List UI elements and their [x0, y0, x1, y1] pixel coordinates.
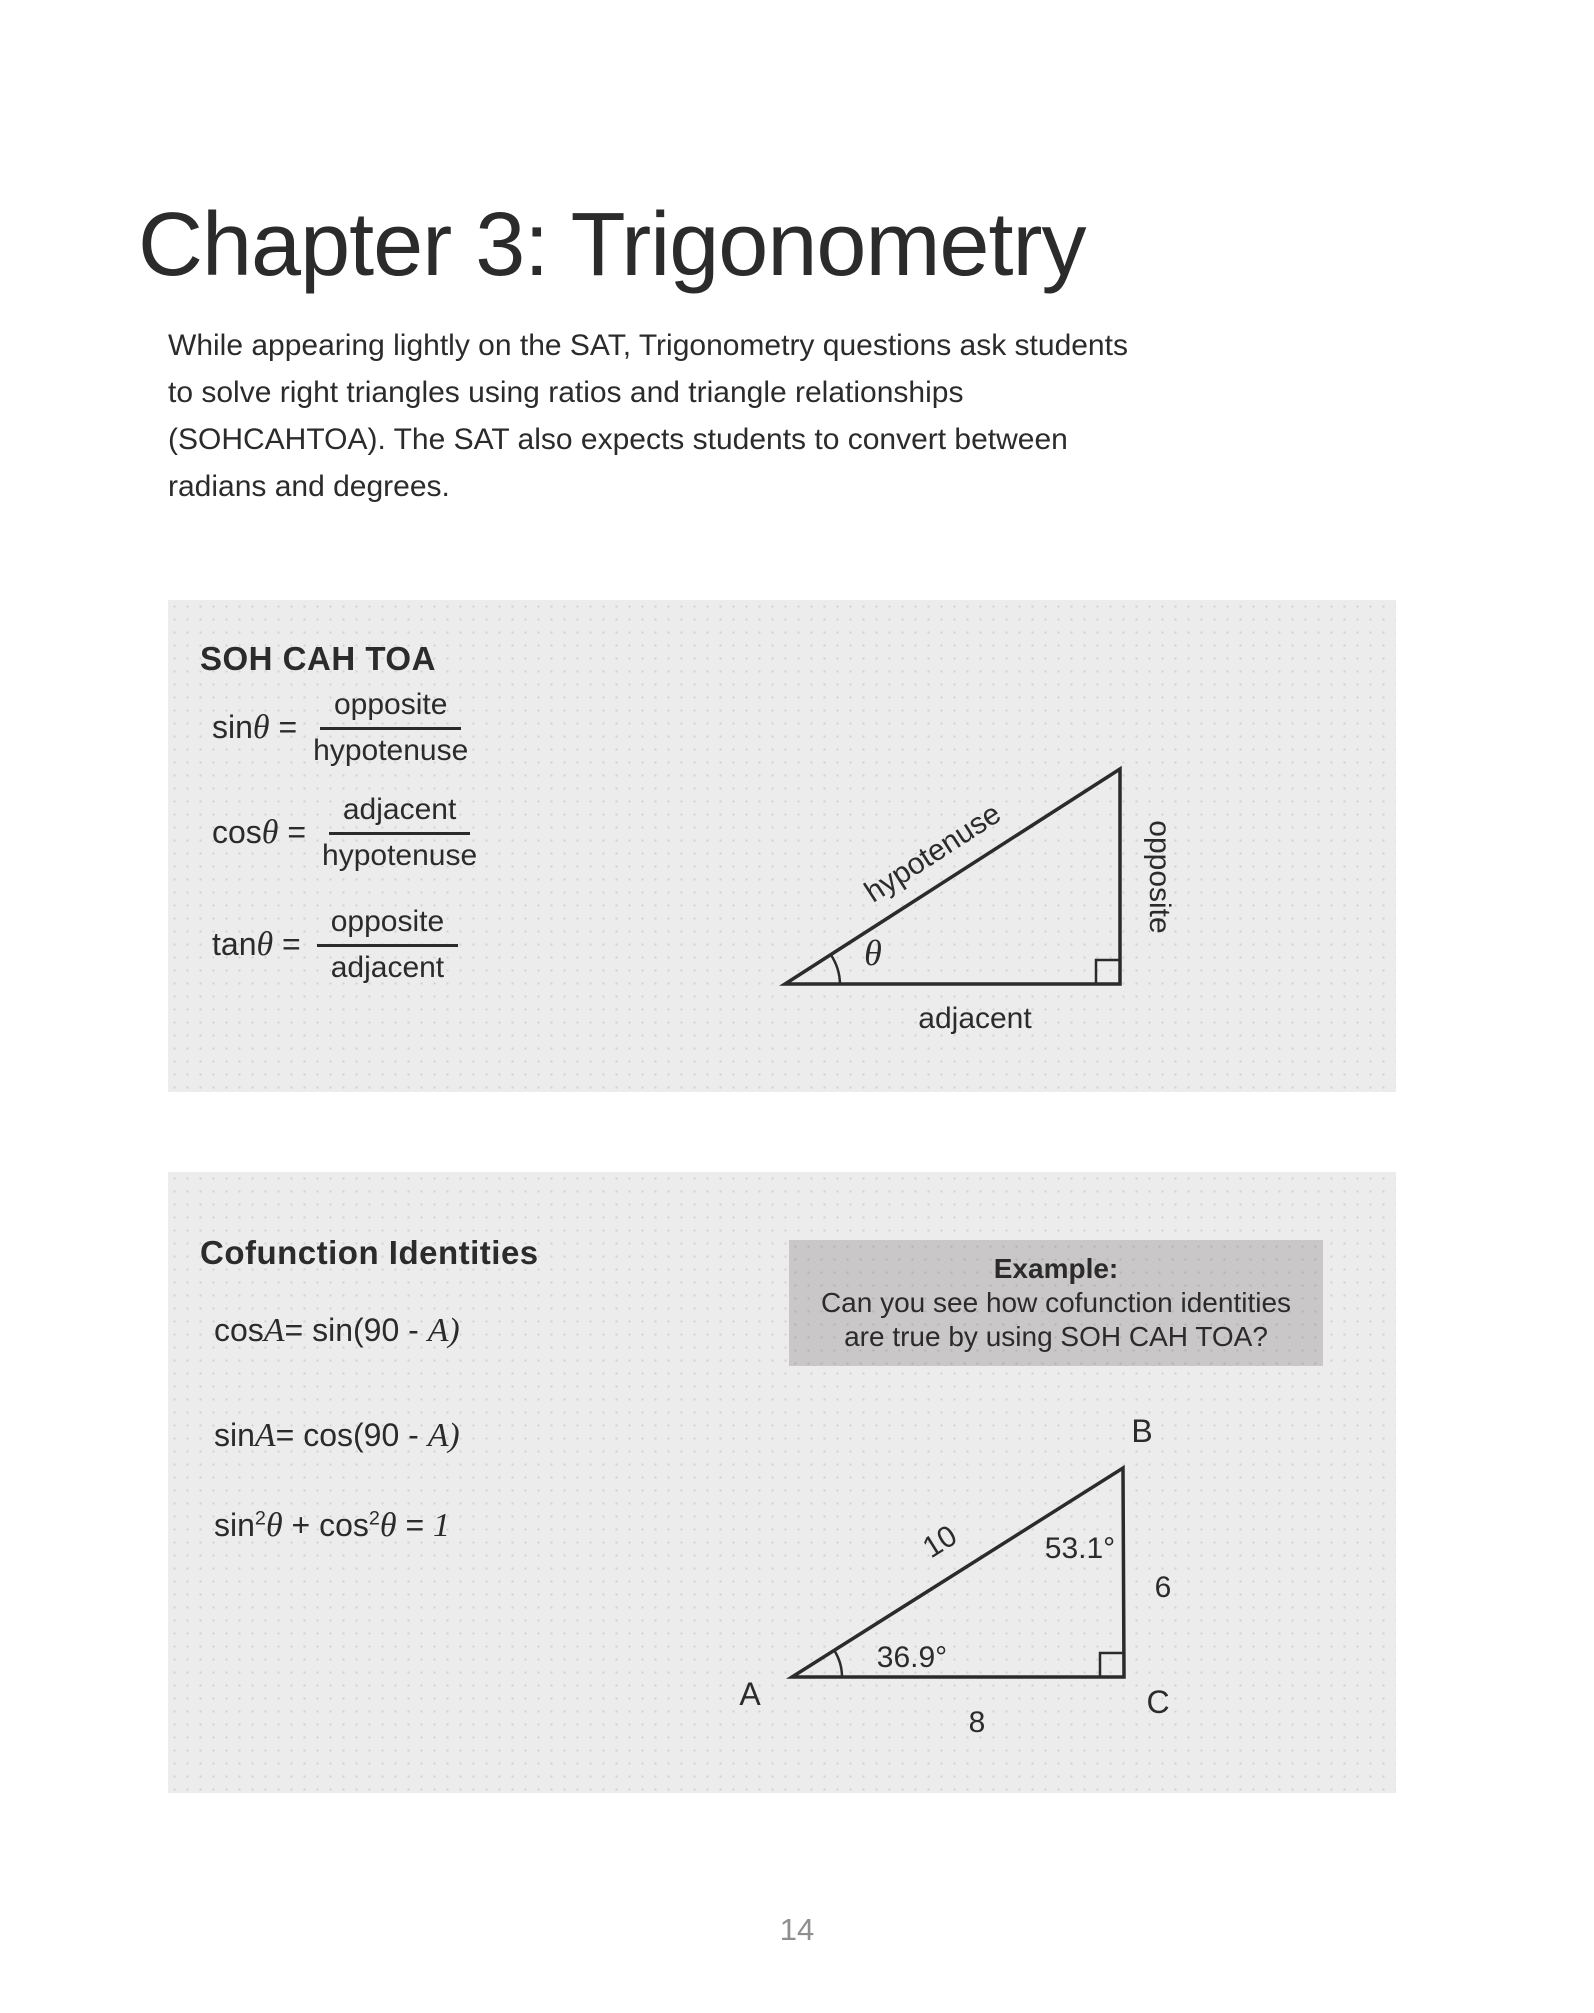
tan-formula-label — [212, 926, 301, 964]
identity2-mid: = cos(90 - — [275, 1417, 428, 1453]
right-angle-marker — [1096, 960, 1120, 984]
adjacent-label: adjacent — [918, 1002, 1032, 1035]
identity3-fn2: cos — [319, 1507, 369, 1543]
sin-fraction — [313, 688, 468, 768]
sin-formula — [212, 688, 468, 768]
cos-theta: θ — [261, 814, 279, 851]
identity3-fn1: sin — [214, 1507, 255, 1543]
angle-a-label: 36.9° — [876, 1641, 948, 1674]
identity3-theta2: θ — [379, 1507, 397, 1544]
vertex-c-label: C — [1146, 1684, 1170, 1720]
sin-denominator: hypotenuse — [313, 734, 469, 767]
example-title: Example: — [993, 1253, 1119, 1284]
cofunction-identity-cos — [214, 1312, 460, 1350]
cofunction-identities-panel — [168, 1172, 1396, 1793]
tan-numerator: opposite — [317, 905, 458, 947]
identity1-var2: A) — [427, 1312, 460, 1349]
identity3-plus: + — [282, 1507, 320, 1543]
tan-fraction — [317, 905, 458, 985]
side-bc-length-label: 6 — [1154, 1571, 1172, 1604]
tan-formula — [212, 905, 458, 985]
cos-formula — [212, 793, 477, 873]
hypotenuse-label: hypotenuse — [858, 796, 1007, 910]
intro-paragraph: While appearing lightly on the SAT, Trigonometry questions ask students to solve right triangles using ratios and triangle relationships (SOHCAHTOA). The SAT also expects students to convert between radians and degrees. — [168, 329, 1128, 503]
angle-arc — [831, 955, 840, 984]
example-triangle-diagram — [725, 1395, 1225, 1750]
cos-denominator: hypotenuse — [322, 839, 478, 872]
sin-fn: sin — [212, 709, 253, 745]
sohcahtoa-triangle-diagram — [740, 735, 1260, 1055]
cos-fn: cos — [212, 814, 262, 850]
cofunction-heading: Cofunction Identities — [200, 1234, 539, 1271]
tan-fn: tan — [212, 926, 257, 962]
cos-equals: = — [287, 814, 307, 850]
sin-theta: θ — [252, 709, 270, 746]
cofunction-identity-sin — [214, 1417, 460, 1455]
soh-cah-toa-panel — [168, 600, 1396, 1092]
example-line2: are true by using SOH CAH TOA? — [844, 1321, 1268, 1352]
soh-heading: SOH CAH TOA — [200, 640, 436, 677]
identity2-var: A — [254, 1417, 276, 1454]
cos-numerator: adjacent — [329, 793, 470, 835]
triangle-outline — [792, 1468, 1124, 1677]
cos-fraction — [322, 793, 477, 873]
identity2-var2: A) — [427, 1417, 460, 1454]
page-number: 14 — [779, 1912, 815, 1947]
triangle-outline — [785, 769, 1120, 984]
tan-denominator: adjacent — [330, 951, 445, 984]
vertex-a-label: A — [739, 1676, 761, 1712]
right-angle-marker — [1100, 1653, 1124, 1677]
tan-equals: = — [282, 926, 301, 962]
opposite-label: opposite — [1143, 820, 1176, 934]
hypotenuse-length-label: 10 — [917, 1519, 963, 1565]
identity3-theta1: θ — [265, 1507, 283, 1544]
tan-theta: θ — [256, 926, 274, 963]
sin-numerator: opposite — [320, 688, 461, 730]
identity2-fn: sin — [214, 1417, 255, 1453]
identity3-sup2: 2 — [368, 1507, 380, 1530]
page-title: Chapter 3: Trigonometry — [138, 195, 1086, 295]
theta-label: θ — [864, 933, 882, 973]
cos-formula-label — [212, 814, 306, 852]
identity1-fn: cos — [214, 1312, 264, 1348]
example-line1: Can you see how cofunction identities — [820, 1287, 1292, 1318]
angle-b-label: 53.1° — [1044, 1532, 1116, 1565]
side-ac-length-label: 8 — [968, 1706, 986, 1739]
vertex-b-label: B — [1131, 1413, 1153, 1449]
angle-arc — [834, 1650, 842, 1677]
identity3-sup1: 2 — [254, 1507, 266, 1530]
sin-equals: = — [278, 709, 298, 745]
identity1-var: A — [263, 1312, 285, 1349]
identity3-equals: = — [396, 1507, 434, 1543]
identity1-mid: = sin(90 - — [284, 1312, 428, 1348]
identity3-one: 1 — [433, 1507, 450, 1544]
pythagorean-identity — [214, 1507, 450, 1545]
example-callout — [789, 1240, 1323, 1366]
sin-formula-label — [212, 709, 297, 747]
